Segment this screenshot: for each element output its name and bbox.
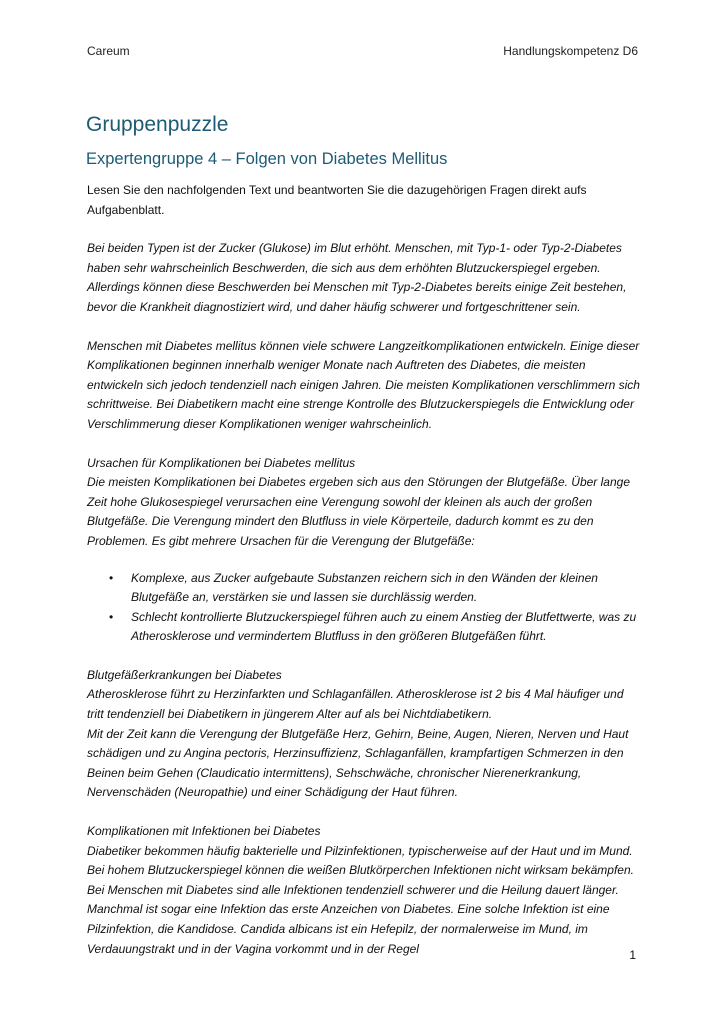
paragraph-causes: Die meisten Komplikationen bei Diabetes ergeben sich aus den Störungen der Blutgefäße. Über lange Zeit hohe Glukosespiegel verursachen eine Verengung sowohl der kleinen als auch der großen Blutgefäße. Die Verengung mindert den Blutfluss in viele Körperteile, dadurch kommt es zu den Problemen. Es gibt mehrere Ursachen für die Verengung der Blutgefäße: [87,475,630,548]
paragraph-types: Bei beiden Typen ist der Zucker (Glukose) im Blut erhöht. Menschen, mit Typ-1- oder Typ-2-Diabetes haben sehr wahrscheinlich Beschwerden, die sich aus dem erhöhten Blutzuckerspiegel ergeben. Allerdings können diese Beschwerden bei Menschen mit Typ-2-Diabetes bereits einige Zeit bestehen, bevor die Krankheit diagnostiziert wird, und daher häufig schwerer und fortgeschrittener sein. [87,241,627,314]
bullet-icon: • [109,609,114,624]
bullet-text: Komplexe, aus Zucker aufgebaute Substanzen reichern sich in den Wänden der kleinen Blutgefäße an, verstärken sie und lassen sie durchlässig werden. [131,570,598,605]
bullet-icon: • [109,570,114,585]
section-heading-causes: Ursachen für Komplikationen bei Diabetes mellitus [87,455,356,470]
list-item [109,569,642,608]
page-subtitle: Expertengruppe 4 – Folgen von Diabetes Mellitus [86,150,448,168]
paragraph-vessel-damage: Mit der Zeit kann die Verengung der Blutgefäße Herz, Gehirn, Beine, Augen, Nieren, Nerven und Haut schädigen und zu Angina pectoris, Herzinsuffizienz, Schlaganfällen, krampfartigen Schmerzen in den Beinen beim Gehen (Claudicatio intermittens), Sehschwäche, chronischer Nierenerkrankung, Nervenschäden (Neuropathie) und einer Schädigung der Haut führen. [87,726,629,800]
header-left: Careum [87,44,130,58]
page-number: 1 [629,948,636,962]
page-title: Gruppenpuzzle [86,113,229,136]
paragraph-long-term-complications: Menschen mit Diabetes mellitus können viele schwere Langzeitkomplikationen entwickeln. Einige dieser Komplikationen beginnen innerhalb weniger Monate nach Auftreten des Diabetes, die meisten entwickeln sich jedoch tendenziell nach einigen Jahren. Die meisten Komplikationen verschlimmern sich schrittweise. Bei Diabetikern macht eine strenge Kontrolle des Blutzuckerspiegels die Entwicklung oder Verschlimmerung dieser Komplikationen weniger wahrscheinlich. [87,338,640,431]
paragraph-infections: Diabetiker bekommen häufig bakterielle und Pilzinfektionen, typischerweise auf der Haut und im Mund. Bei hohem Blutzuckerspiegel können die weißen Blutkörperchen Infektionen nicht wirksam bekämpfen. Bei Menschen mit Diabetes sind alle Infektionen tendenziell schwerer und die Heilung dauert länger. Manchmal ist sogar eine Infektion das erste Anzeichen von Diabetes. Eine solche Infektion ist eine Pilzinfektion, die Kandidose. Candida albicans ist ein Hefepilz, der normalerweise im Mund, im Verdauungstrakt und in der Vagina vorkommt und in der Regel [87,843,634,956]
list-item [109,608,642,647]
paragraph-atherosclerosis: Atherosklerose führt zu Herzinfarkten und Schlaganfällen. Atherosklerose ist 2 bis 4 Mal häufiger und tritt tendenziell bei Diabetikern in jüngerem Alter auf als bei Nichtdiabetikern. [87,687,624,722]
header-right: Handlungskompetenz D6 [503,44,638,58]
bullet-text: Schlecht kontrollierte Blutzuckerspiegel führen auch zu einem Anstieg der Blutfettwerte, was zu Atherosklerose und vermindertem Blutfluss in den größeren Blutgefäßen führt. [131,609,637,644]
causes-bullet-list [87,569,642,647]
section-heading-infections: Komplikationen mit Infektionen bei Diabetes [87,824,321,839]
section-heading-vascular: Blutgefäßerkrankungen bei Diabetes [87,667,282,682]
intro-paragraph: Lesen Sie den nachfolgenden Text und beantworten Sie die dazugehörigen Fragen direkt aufs Aufgabenblatt. [87,183,587,217]
document-body [87,181,642,959]
